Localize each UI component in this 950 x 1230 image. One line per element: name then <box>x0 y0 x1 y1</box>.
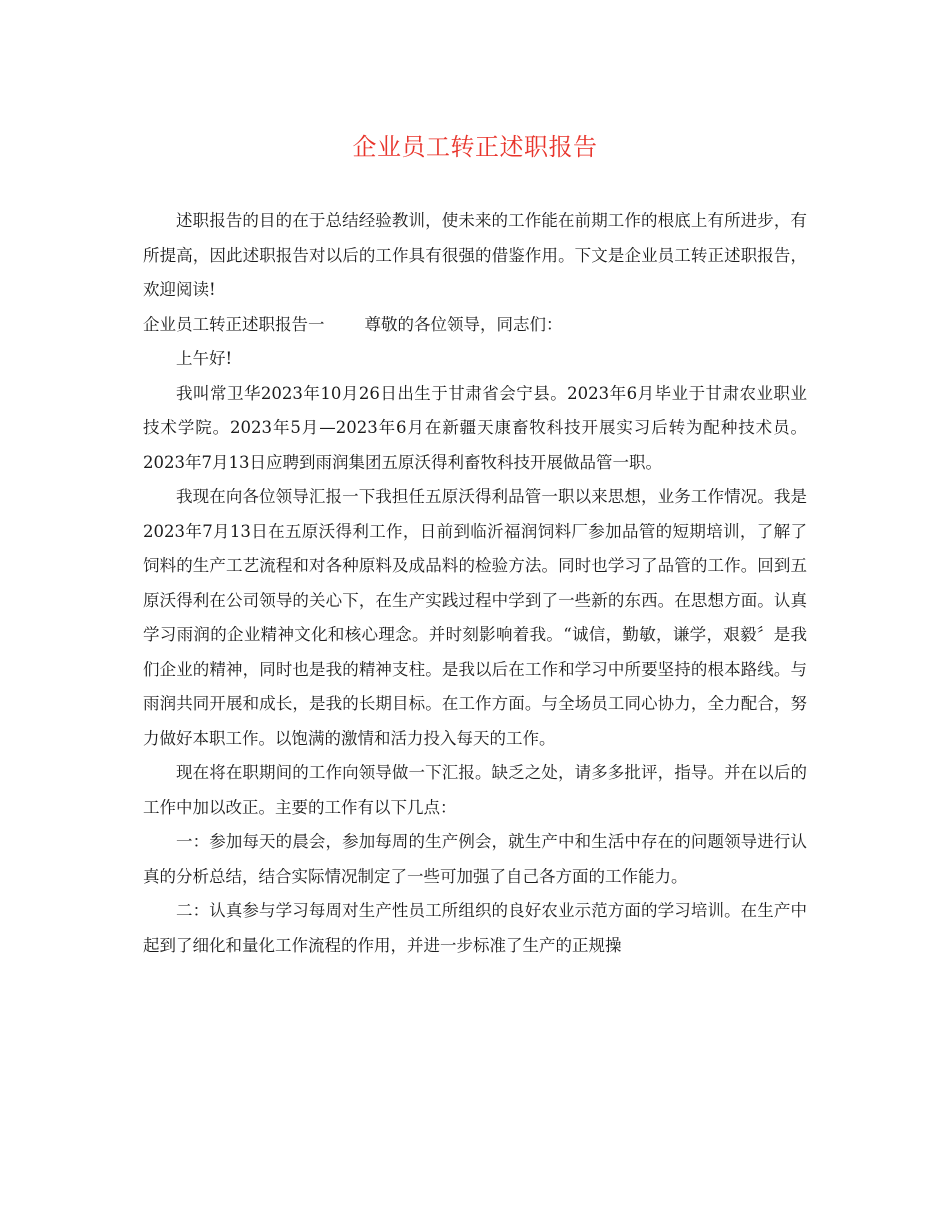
section-heading: 企业员工转正述职报告一 <box>143 314 325 334</box>
document-title: 企业员工转正述职报告 <box>352 133 598 161</box>
greeting: 上午好! <box>176 349 233 368</box>
body-paragraph: 二：认真参与学习每周对生产性员工所组织的良好农业示范方面的学习培训。在生产中起到了细化和量化工作流程的作用，并进一步标准了生产的正规操 <box>143 901 807 955</box>
salutation: 尊敬的各位领导，同志们： <box>364 314 563 334</box>
intro-paragraph: 述职报告的目的在于总结经验教训，使未来的工作能在前期工作的根底上有所进步，有所提高，因此述职报告对以后的工作具有很强的借鉴作用。下文是企业员工转正述职报告，欢迎阅读! <box>143 211 807 299</box>
body-paragraph: 现在将在职期间的工作向领导做一下汇报。缺乏之处，请多多批评，指导。并在以后的工作中加以改正。主要的工作有以下几点： <box>143 763 807 817</box>
body-paragraph: 我叫常卫华2023年10月26日出生于甘肃省会宁县。2023年6月毕业于甘肃农业职业技术学院。2023年5月—2023年6月在新疆天康畜牧科技开展实习后转为配种技术员。2023年7月13日应聘到雨润集团五原沃得利畜牧科技开展做品管一职。 <box>143 383 807 472</box>
body-paragraph: 我现在向各位领导汇报一下我担任五原沃得利品管一职以来思想，业务工作情况。我是2023年7月13日在五原沃得利工作，日前到临沂福润饲料厂参加品管的短期培训，了解了饲料的生产工艺流程和对各种原料及成品料的检验方法。同时也学习了品管的工作。回到五原沃得利在公司领导的关心下，在生产实践过程中学到了一些新的东西。在思想方面。认真学习雨润的企业精神文化和核心理念。并时刻影响着我。“诚信，勤敏，谦学，艰毅〞是我们企业的精神，同时也是我的精神支柱。是我以后在工作和学习中所要坚持的根本路线。与雨润共同开展和成长，是我的长期目标。在工作方面。与全场员工同心协力，全力配合，努力做好本职工作。以饱满的激情和活力投入每天的工作。 <box>143 487 807 748</box>
document-body <box>143 204 807 963</box>
body-paragraph: 一：参加每天的晨会，参加每周的生产例会，就生产中和生活中存在的问题领导进行认真的分析总结，结合实际情况制定了一些可加强了自己各方面的工作能力。 <box>143 832 807 886</box>
section-heading-line <box>143 308 807 343</box>
